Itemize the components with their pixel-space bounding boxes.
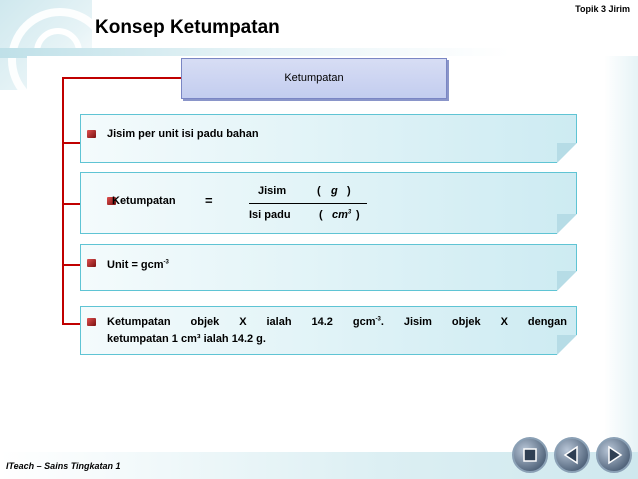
- list-item: [80, 114, 577, 163]
- unit-text: Unit = gcm$^{-3}$: [107, 259, 169, 271]
- previous-button[interactable]: [554, 437, 590, 473]
- formula-denominator: Isi padu: [249, 209, 291, 221]
- footer-text: ITeach – Sains Tingkatan 1: [6, 461, 121, 471]
- next-icon: [598, 439, 630, 471]
- formula-numerator: Jisim: [258, 185, 287, 197]
- page-fold-decoration: [557, 214, 577, 234]
- denominator-unit-open: (: [319, 209, 323, 221]
- bullet-icon: [87, 259, 96, 267]
- definition-text: Jisim per unit isi padu bahan: [107, 128, 259, 140]
- equals-sign: =: [205, 193, 213, 208]
- next-button[interactable]: [596, 437, 632, 473]
- connector-line: [62, 203, 80, 205]
- numerator-unit-open: (: [317, 185, 321, 197]
- denominator-unit: $cm^3$: [332, 209, 352, 221]
- connector-line: [62, 77, 64, 324]
- page-fold-decoration: [557, 271, 577, 291]
- page-fold-decoration: [557, 335, 577, 355]
- home-icon: [514, 439, 546, 471]
- connector-line: [62, 142, 80, 144]
- example-line-1: Ketumpatan objek X ialah 14.2 gcm$^{-3}$. Jisim objek X dengan: [107, 316, 567, 328]
- page-title: Konsep Ketumpatan: [95, 17, 280, 38]
- fraction-line: [249, 203, 367, 204]
- side-strip: [604, 56, 638, 456]
- page-fold-decoration: [557, 143, 577, 163]
- formula-lhs: Ketumpatan: [112, 195, 176, 207]
- concept-header-box: [181, 58, 447, 99]
- numerator-unit-close: ): [347, 185, 351, 197]
- denominator-unit-close: ): [356, 209, 360, 221]
- connector-line: [62, 77, 181, 79]
- concept-label: Ketumpatan: [284, 72, 344, 84]
- topic-label: Topik 3 Jirim: [575, 4, 630, 14]
- example-line-2: ketumpatan 1 cm³ ialah 14.2 g.: [107, 333, 266, 345]
- home-button[interactable]: [512, 437, 548, 473]
- connector-line: [62, 264, 80, 266]
- bullet-icon: [87, 318, 96, 326]
- list-item: [80, 306, 577, 355]
- list-item: [80, 172, 577, 234]
- bullet-icon: [87, 130, 96, 138]
- previous-icon: [556, 439, 588, 471]
- connector-line: [62, 323, 80, 325]
- list-item: [80, 244, 577, 291]
- numerator-unit: g: [331, 185, 338, 197]
